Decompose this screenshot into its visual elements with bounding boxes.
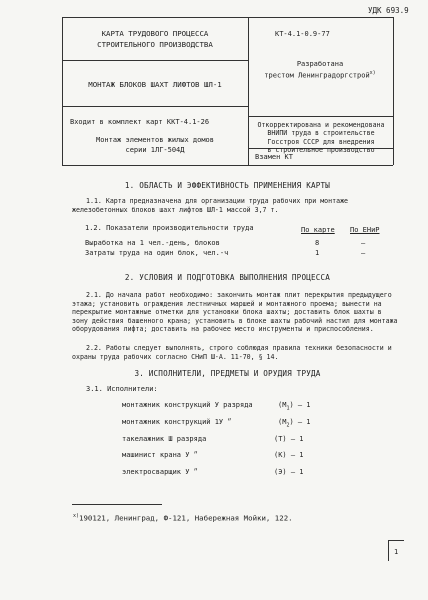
frame-row-line-1 — [62, 60, 248, 61]
perf-row-2-card: 1 — [315, 249, 320, 257]
worker-3-label: такелажник Ш разряда — [122, 435, 207, 443]
section1-heading: 1. ОБЛАСТЬ И ЭФФЕКТИВНОСТЬ ПРИМЕНЕНИЯ КАРТЫ — [124, 181, 331, 190]
developed-by-line-2: трестом Ленинградоргстрой$^{x)}$ — [264, 70, 376, 80]
developed-by-line-1: Разработана — [296, 60, 344, 68]
frame-bottom-line — [62, 165, 393, 166]
section2-p2: 2.2. Работы следует выполнять, строго соблюдая правила техники безопасности и охраны труда рабочих согласно СНиП Ш-А. 11-70, § 14. — [72, 344, 392, 361]
section3-heading: 3. ИСПОЛНИТЕЛИ, ПРЕДМЕТЫ И ОРУДИЯ ТРУДА — [134, 369, 321, 378]
frame-right-line — [393, 17, 394, 165]
section3-sub: 3.1. Исполнители: — [86, 385, 158, 393]
worker-4-label: машинист крана У ״ — [122, 451, 198, 459]
perf-row-2-enir: – — [361, 249, 366, 257]
section2-heading: 2. УСЛОВИЯ И ПОДГОТОВКА ВЫПОЛНЕНИЯ ПРОЦЕССА — [124, 273, 331, 282]
footnote-marker: х) — [73, 513, 80, 519]
perf-row-1-card: 8 — [315, 239, 320, 247]
corrected-line-1: Откорректирована и рекомендована — [257, 121, 385, 129]
worker-1-code: $(М_1) - 1$ — [278, 401, 311, 412]
footnote — [73, 512, 293, 522]
worker-1-label: монтажник конструкций У разряда — [122, 401, 253, 409]
frame-row-line-2 — [62, 106, 248, 107]
perf-row-2-label: Затраты труда на один блок, чел.-ч — [85, 249, 229, 257]
worker-5-code: (Э) – 1 — [274, 468, 304, 476]
footnote-separator — [72, 504, 162, 505]
card-title-line-1: КАРТА ТРУДОВОГО ПРОЦЕССА — [101, 29, 209, 38]
card-title-line-2: СТРОИТЕЛЬНОГО ПРОИЗВОДСТВА — [97, 40, 213, 49]
worker-5-label: электросварщик У ״ — [122, 468, 198, 476]
set-line: Входит в комплект карт ККТ-4.1-26 — [70, 118, 210, 126]
col-header-card: По карте — [301, 226, 335, 234]
worker-2-label: монтажник конструкций 1У ״ — [122, 418, 232, 426]
frame-middle-line — [248, 17, 249, 165]
page-number: 1 — [394, 548, 399, 556]
worker-2-code: $(М_2) - 1$ — [278, 418, 311, 429]
corrected-block — [250, 121, 392, 154]
section1-p2: 1.2. Показатели производительности труда — [85, 224, 254, 232]
section2-p1: 2.1. До начала работ необходимо: закончить монтаж плит перекрытия предыдущего этажа; установить ограждения лестничных маршей и монтажного проема; вынести на перекрытие монтажные отметки для установки блока шахты; доставить блок шахты в зону действия башенного крана; установить в блоке шахты рабочий настил для монтажа оборудования лифта; доставить на рабочее место инструменты и приспособления. — [72, 291, 398, 334]
corrected-line-3: Госстроя СССР для внедрения — [267, 137, 375, 146]
developed-by — [250, 60, 390, 80]
series-block — [62, 135, 248, 155]
worker-3-code: (Т) – 1 — [274, 435, 304, 443]
section1-p1: 1.1. Карта предназначена для организации труда рабочих при монтаже железобетонных блоков шахт лифтов ШЛ-1 массой 3,7 т. — [72, 197, 349, 214]
perf-row-1-enir: – — [361, 239, 366, 247]
frame-top-line — [62, 17, 393, 18]
footnote-text: 190121, Ленинград, Ф-121, Набережная Мойки, 122. — [79, 513, 293, 523]
card-code: КТ-4.1-0.9-77 — [275, 30, 330, 38]
worker-4-code: (К) – 1 — [274, 451, 304, 459]
series-line-2: серии 1ЛГ-504Д — [125, 146, 185, 154]
udk-code: УДК 693.9 — [368, 6, 409, 15]
perf-row-1-label: Выработка на 1 чел.-день, блоков — [85, 239, 220, 247]
col-header-enir: По ЕНиР — [350, 226, 380, 234]
subject-title: МОНТАЖ БЛОКОВ ШАХТ ЛИФТОВ ШЛ-1 — [88, 80, 222, 89]
corrected-line-2: ВНИПИ труда в строительстве — [267, 129, 375, 138]
corrected-line-4: в строительное производство — [267, 145, 375, 154]
series-line-1: Монтаж элементов жилых домов — [95, 136, 214, 144]
card-title — [62, 28, 248, 50]
frame-row-line-3 — [248, 116, 393, 117]
footnote-mark: x) — [369, 70, 376, 76]
replaces-line: Взамен КТ — [255, 153, 293, 161]
